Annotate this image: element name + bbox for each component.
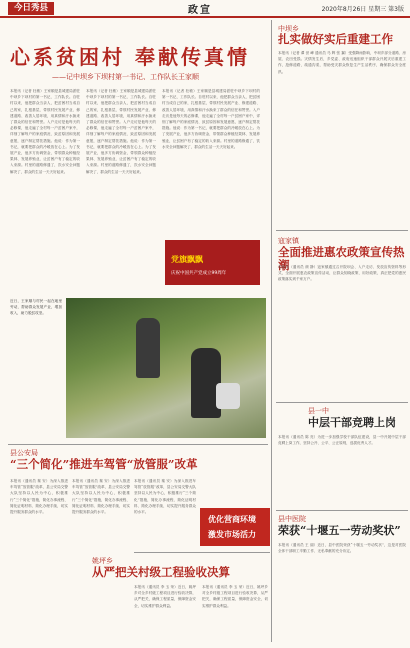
mid-divider xyxy=(134,552,270,553)
right-divider-2 xyxy=(276,402,408,403)
party-banner-subtitle: 庆祝中国共产党成立99周年 xyxy=(171,271,227,276)
right-county-headline: 中层干部竞聘上岗 xyxy=(308,416,396,429)
photo-bag xyxy=(216,383,240,409)
bottom-left-section: 县公安局 xyxy=(10,449,38,457)
right-bottom-headline: 荣获“十堰五一劳动奖状” xyxy=(278,524,401,537)
column-divider xyxy=(271,20,272,642)
right-divider-1 xyxy=(276,230,408,231)
masthead-logo: 今日秀县 xyxy=(8,2,54,15)
party-banner-title: 党旗飘飘 xyxy=(171,255,203,264)
promo-line2: 激发市场活力 xyxy=(208,530,256,539)
party-banner-ad xyxy=(165,240,260,285)
right-top-body: 本报讯（记者 谭 世 峰 通讯员 马 辉 张 翼）受强降雨影响，中坝乡部分道路、房屋、农田受损。灾情发生后，乡党委、政府迅速组织干部群众开展灾后重建工作，抢修道路，疏通沟渠，帮助受灾群众恢复生产生活秩序，确保群众安全度汛。 xyxy=(278,51,406,74)
business-promo-ad xyxy=(200,508,270,546)
lead-photo xyxy=(66,298,266,438)
bottom-mid-body-col1: 本报讯（通讯员 李 玉 荣）近日，姚坪乡对全乡村级工程项目进行验收决算，从严把关，确保工程质量，保障资金安全，切实维护群众利益。 xyxy=(134,585,196,608)
right-divider-3 xyxy=(276,510,408,511)
issue-weekday: 星期三 xyxy=(368,6,387,13)
bottom-left-body-col3: 本报讯（通讯员 秦 安）为深入推进车驾管“放管服”改革，县公安局交警大队坚持以人民为中心，积极推行“三个简化”措施，简化办事流程、简化证明材料、简化办理手续，切实提升服务群众的水平。 xyxy=(134,479,196,515)
right-mid-headline: 全面推进惠农政策宣传热潮 xyxy=(278,245,405,272)
right-bottom-section: 县中医院 xyxy=(278,515,306,523)
photo-figure-left xyxy=(136,318,160,378)
right-county-body: 本报讯（通讯员 陈 亮）为进一步加强学校干部队伍建设，县一中开展中层干部竞聘上岗工作，坚持公开、公平、公正原则，选拔优秀人才。 xyxy=(278,435,406,446)
lead-body-col2: 本报讯（记者 杜敏）王家顺是县城建局派驻中坝乡下坝村的第一书记、工作队长。自驻村以来，他把群众当亲人，把贫困村当成自己的家，扎根基层，带领村民发展产业、修建道路、改善人居环境，用真情和汗水换来了群众的信任和赞誉。入户走访是他每天的必修课，他走遍了全村每一户贫困户家中，详细了解每户的家庭情况、致贫原因和发展意愿，逐户制定帮扶措施。他说：作为第一书记，就要把群众的冷暖放在心上。为了发展产业，他多方协调资金，带领群众种植经果林、发展养殖业，让贫困户有了稳定的收入来源。村里的道路修通了，饮水安全问题解决了，群众的生活一天天好起来。 xyxy=(86,89,156,174)
photo-caption: 近日，王家顺与村民一起在地里劳动，帮助群众发展产业，增加收入，助力脱贫攻坚。 xyxy=(10,299,62,316)
lead-body-col3: 本报讯（记者 杜敏）王家顺是县城建局派驻中坝乡下坝村的第一书记、工作队长。自驻村以来，他把群众当亲人，把贫困村当成自己的家，扎根基层，带领村民发展产业、修建道路、改善人居环境，用真情和汗水换来了群众的信任和赞誉。入户走访是他每天的必修课，他走遍了全村每一户贫困户家中，详细了解每户的家庭情况、致贫原因和发展意愿，逐户制定帮扶措施。他说：作为第一书记，就要把群众的冷暖放在心上。为了发展产业，他多方协调资金，带领群众种植经果林、发展养殖业，让贫困户有了稳定的收入来源。村里的道路修通了，饮水安全问题解决了，群众的生活一天天好起来。 xyxy=(162,89,260,149)
lead-subhead: ——记中坝乡下坝村第一书记、工作队长王家顺 xyxy=(52,73,199,81)
right-mid-body: 本报讯（通讯员 颜 静）寇家镇通过召开院坝会、入户走访、发放宣传资料等形式，全面开展惠农政策宣传活动，让群众知晓政策、用好政策，真正把党的惠民政策落实到千家万户。 xyxy=(278,265,406,282)
bottom-left-body-col1: 本报讯（通讯员 秦 安）为深入推进车驾管“放管服”改革，县公安局交警大队坚持以人民为中心，积极推行“三个简化”措施，简化办事流程、简化证明材料、简化办理手续，切实提升服务群众的水平。 xyxy=(10,479,68,515)
bottom-mid-headline: 从严把关村级工程验收决算 xyxy=(92,565,230,579)
date-info xyxy=(322,4,404,13)
promo-line1: 优化营商环境 xyxy=(208,515,256,524)
issue-date: 2020年8月26日 xyxy=(321,6,367,13)
section-divider xyxy=(8,444,268,445)
page-number: 第3版 xyxy=(388,6,404,13)
right-mid-section: 寇家镇 xyxy=(278,237,299,245)
right-top-headline: 扎实做好实后重建工作 xyxy=(278,32,393,46)
bottom-left-body-col2: 本报讯（通讯员 秦 安）为深入推进车驾管“放管服”改革，县公安局交警大队坚持以人民为中心，积极推行“三个简化”措施，简化办事流程、简化证明材料、简化办理手续，切实提升服务群众的水平。 xyxy=(72,479,130,515)
section-title: 政宣 xyxy=(188,5,212,16)
bottom-mid-section: 姚坪乡 xyxy=(92,557,113,565)
lead-headline: 心系贫困村 奉献传真情 xyxy=(10,45,250,69)
lead-body-col1: 本报讯（记者 杜敏）王家顺是县城建局派驻中坝乡下坝村的第一书记、工作队长。自驻村以来，他把群众当亲人，把贫困村当成自己的家，扎根基层，带领村民发展产业、修建道路、改善人居环境，用真情和汗水换来了群众的信任和赞誉。入户走访是他每天的必修课，他走遍了全村每一户贫困户家中，详细了解每户的家庭情况、致贫原因和发展意愿，逐户制定帮扶措施。他说：作为第一书记，就要把群众的冷暖放在心上。为了发展产业，他多方协调资金，带领群众种植经果林、发展养殖业，让贫困户有了稳定的收入来源。村里的道路修通了，饮水安全问题解决了，群众的生活一天天好起来。 xyxy=(10,89,80,174)
bottom-mid-body-col2: 本报讯（通讯员 李 玉 荣）近日，姚坪乡对全乡村级工程项目进行验收决算，从严把关，确保工程质量，保障资金安全，切实维护群众利益。 xyxy=(202,585,268,608)
right-bottom-body: 本报讯（通讯员 王 丽）近日，县中医院荣获“十堰五一劳动奖状”，这是对医院全体干部职工辛勤工作、无私奉献的充分肯定。 xyxy=(278,543,406,554)
bottom-left-headline: “三个简化”推进车驾管“放管服”改革 xyxy=(10,457,198,471)
right-top-section: 中坝乡 xyxy=(278,25,299,33)
right-county-section: 县一中 xyxy=(308,407,329,415)
